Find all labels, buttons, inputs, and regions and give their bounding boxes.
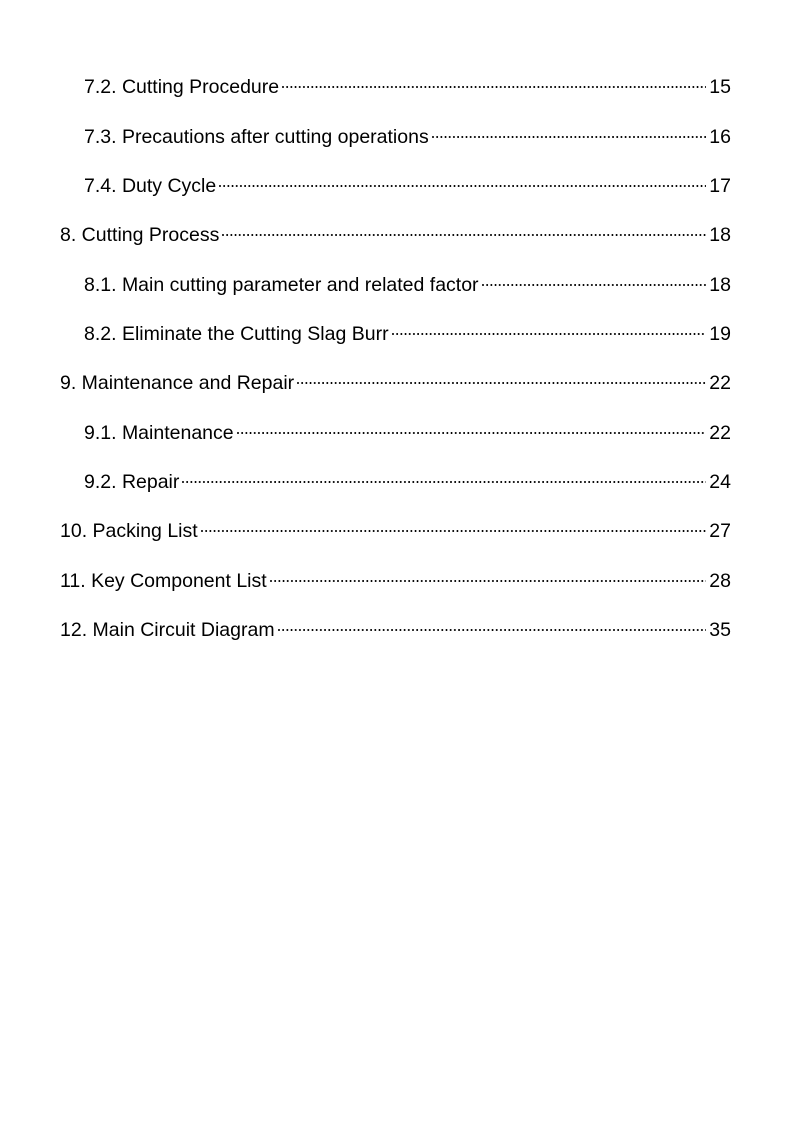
dot-leader	[237, 413, 707, 439]
toc-page-number: 17	[709, 175, 731, 197]
toc-entry-8[interactable]	[60, 215, 731, 246]
toc-entry-title: 8.2. Eliminate the Cutting Slag Burr	[84, 323, 389, 345]
toc-entry-7-3[interactable]	[84, 117, 731, 148]
toc-page-number: 19	[709, 323, 731, 345]
toc-entry-9-1[interactable]	[84, 413, 731, 444]
dot-leader	[432, 117, 707, 143]
toc-page-number: 22	[709, 372, 731, 394]
toc-entry-9[interactable]	[60, 363, 731, 394]
dot-leader	[392, 314, 707, 340]
toc-page-number: 35	[709, 619, 731, 641]
toc-entry-11[interactable]	[60, 561, 731, 592]
toc-entry-8-1[interactable]	[84, 265, 731, 296]
dot-leader	[182, 462, 706, 488]
toc-page-number: 22	[709, 422, 731, 444]
toc-page-number: 16	[709, 126, 731, 148]
toc-entry-title: 8. Cutting Process	[60, 224, 220, 246]
dot-leader	[482, 265, 707, 291]
dot-leader	[278, 610, 707, 636]
toc-page-number: 18	[709, 224, 731, 246]
toc-page-number: 28	[709, 570, 731, 592]
toc-page-number: 24	[709, 471, 731, 493]
toc-entry-10[interactable]	[60, 511, 731, 542]
toc-entry-title: 10. Packing List	[60, 520, 198, 542]
toc-entry-title: 7.3. Precautions after cutting operations	[84, 126, 429, 148]
toc-entry-7-4[interactable]	[84, 166, 731, 197]
toc-entry-title: 7.2. Cutting Procedure	[84, 76, 280, 98]
dot-leader	[219, 166, 706, 192]
toc-entry-8-2[interactable]	[84, 314, 731, 345]
dot-leader	[270, 561, 707, 587]
toc-page-number: 27	[709, 520, 731, 542]
dot-leader	[222, 215, 706, 241]
toc-page-number: 18	[709, 274, 731, 296]
toc-entry-title: 11. Key Component List	[60, 570, 267, 592]
toc-entry-title: 9. Maintenance and Repair	[60, 372, 295, 394]
toc-entry-12[interactable]	[60, 610, 731, 641]
dot-leader	[201, 511, 707, 537]
toc-page-number: 15	[709, 76, 731, 98]
toc-entry-7-2[interactable]	[84, 67, 731, 98]
dot-leader	[282, 67, 706, 93]
toc-entry-title: 12. Main Circuit Diagram	[60, 619, 275, 641]
toc-entry-title: 7.4. Duty Cycle	[84, 175, 217, 197]
toc-entry-9-2[interactable]	[84, 462, 731, 493]
toc-entry-title: 9.1. Maintenance	[84, 422, 234, 444]
toc-entry-title: 9.2. Repair	[84, 471, 180, 493]
toc-entry-title: 8.1. Main cutting parameter and related factor	[84, 274, 479, 296]
dot-leader	[297, 363, 706, 389]
